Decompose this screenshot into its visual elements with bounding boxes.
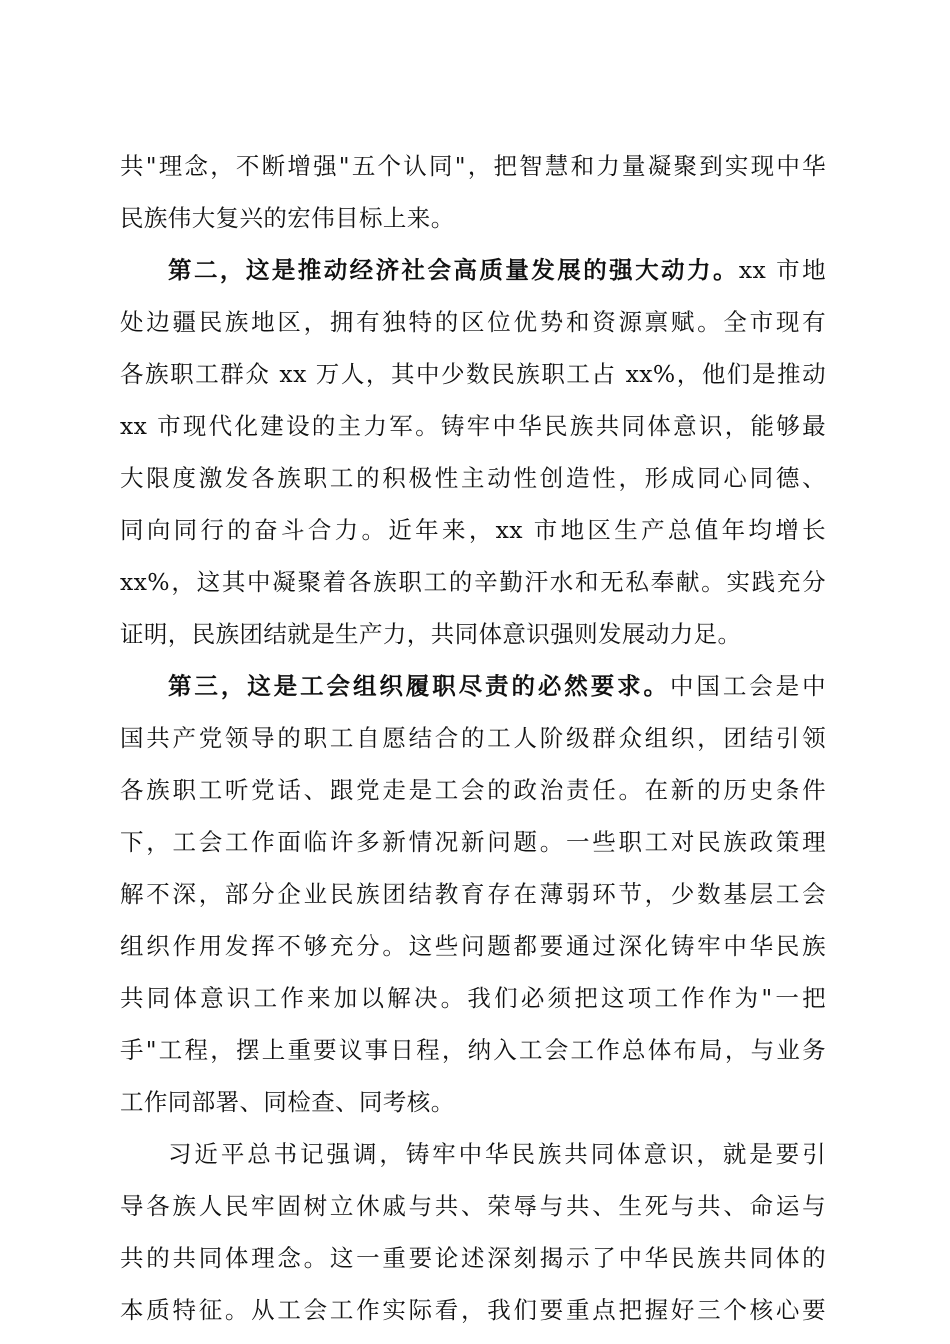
paragraph-3-line-6: 组织作用发挥不够充分。这些问题都要通过深化铸牢中华民族	[120, 932, 826, 960]
paragraph-2-line-1-rest: xx 市地	[738, 256, 826, 284]
paragraph-3-line-1	[120, 660, 826, 712]
paragraph-3-line-1-rest: 中国工会是中	[669, 672, 826, 700]
paragraph-2-line-1	[120, 244, 826, 296]
paragraph-2-line-4: xx 市现代化建设的主力军。铸牢中华民族共同体意识，能够最	[120, 412, 826, 440]
paragraph-3-line-7: 共同体意识工作来加以解决。我们必须把这项工作作为"一把	[120, 984, 826, 1012]
paragraph-2-line-7: xx%，这其中凝聚着各族职工的辛勤汗水和无私奉献。实践充分	[120, 568, 826, 596]
paragraph-2-line-5: 大限度激发各族职工的积极性主动性创造性，形成同心同德、	[120, 464, 826, 492]
paragraph-3-line-3: 各族职工听党话、跟党走是工会的政治责任。在新的历史条件	[120, 776, 826, 804]
paragraph-2-heading: 第二，这是推动经济社会高质量发展的强大动力。	[168, 256, 739, 284]
paragraph-4-line-3: 共的共同体理念。这一重要论述深刻揭示了中华民族共同体的	[120, 1244, 826, 1272]
paragraph-3-line-5: 解不深，部分企业民族团结教育存在薄弱环节，少数基层工会	[120, 880, 826, 908]
paragraph-2-line-8: 证明，民族团结就是生产力，共同体意识强则发展动力足。	[120, 620, 742, 648]
paragraph-3-line-2: 国共产党领导的职工自愿结合的工人阶级群众组织，团结引领	[120, 724, 826, 752]
paragraph-3-line-8: 手"工程，摆上重要议事日程，纳入工会工作总体布局，与业务	[120, 1036, 826, 1064]
paragraph-2-line-3: 各族职工群众 xx 万人，其中少数民族职工占 xx%，他们是推动	[120, 360, 826, 388]
paragraph-3-line-4: 下，工会工作面临许多新情况新问题。一些职工对民族政策理	[120, 828, 826, 856]
paragraph-2-line-2: 处边疆民族地区，拥有独特的区位优势和资源禀赋。全市现有	[120, 308, 826, 336]
paragraph-4-line-2: 导各族人民牢固树立休戚与共、荣辱与共、生死与共、命运与	[120, 1192, 826, 1220]
paragraph-1-line-1: 共"理念，不断增强"五个认同"，把智慧和力量凝聚到实现中华	[120, 152, 826, 180]
paragraph-4-line-4: 本质特征。从工会工作实际看，我们要重点把握好三个核心要	[120, 1296, 826, 1324]
document-body	[120, 140, 826, 1336]
paragraph-3-line-9: 工作同部署、同检查、同考核。	[120, 1088, 455, 1116]
paragraph-1-line-2: 民族伟大复兴的宏伟目标上来。	[120, 204, 455, 232]
paragraph-2-line-6: 同向同行的奋斗合力。近年来，xx 市地区生产总值年均增长	[120, 516, 826, 544]
paragraph-4-line-1: 习近平总书记强调，铸牢中华民族共同体意识，就是要引	[168, 1140, 826, 1168]
paragraph-3-heading: 第三，这是工会组织履职尽责的必然要求。	[168, 672, 670, 700]
